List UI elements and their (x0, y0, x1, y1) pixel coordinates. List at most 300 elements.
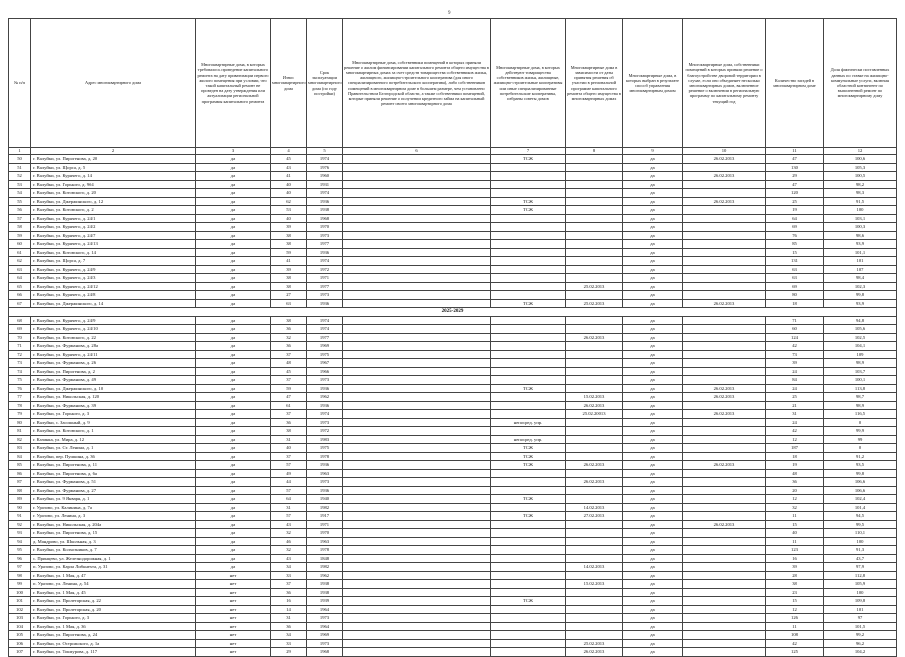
address-cell: г. Валуйки, ул. Фурманова, д. 49 (31, 376, 196, 385)
table-cell: да (623, 605, 683, 614)
table-cell: 1936 (307, 299, 343, 308)
table-cell (491, 410, 566, 419)
table-cell: нет (196, 597, 271, 606)
table-cell: 85 (9, 461, 31, 470)
table-cell: 1936 (307, 248, 343, 257)
table-cell: 38 (271, 231, 307, 240)
table-cell (683, 648, 766, 657)
table-cell: 71 (9, 342, 31, 351)
address-cell: г. Валуйки, ул. Курячего, д. 24/8 (31, 291, 196, 300)
table-cell: 1971 (307, 274, 343, 283)
table-cell (491, 546, 566, 555)
table-cell: 11 (766, 622, 824, 631)
table-row (9, 240, 897, 249)
table-cell: 21 (766, 401, 824, 410)
table-cell: 1968 (307, 214, 343, 223)
table-cell: 107 (9, 648, 31, 657)
table-cell: 72 (9, 350, 31, 359)
table-cell (343, 529, 491, 538)
address-cell: г. Валуйки, ул. Пирогенова, д. 24 (31, 631, 196, 640)
table-cell (343, 367, 491, 376)
table-cell: 51 (9, 163, 31, 172)
table-cell: 77 (9, 393, 31, 402)
table-cell (343, 648, 491, 657)
table-cell (683, 163, 766, 172)
table-cell: нет (196, 639, 271, 648)
address-cell: г. Валуйки, ул. Курячего, д. 24/7 (31, 231, 196, 240)
table-cell: 61 (9, 248, 31, 257)
table-cell: 14 (271, 605, 307, 614)
table-cell: 101 (9, 597, 31, 606)
table-cell: 99,5 (824, 520, 897, 529)
table-cell: 37 (271, 410, 307, 419)
table-cell: 1936 (307, 384, 343, 393)
table-cell: да (196, 155, 271, 164)
table-row (9, 563, 897, 572)
table-cell: 98,2 (824, 180, 897, 189)
table-cell: да (196, 282, 271, 291)
table-cell: 80 (766, 291, 824, 300)
table-cell: 40 (766, 529, 824, 538)
table-cell (683, 597, 766, 606)
table-row (9, 248, 897, 257)
table-cell: да (623, 401, 683, 410)
table-row (9, 163, 897, 172)
table-cell: 45 (271, 155, 307, 164)
table-cell: 1971 (307, 520, 343, 529)
table-cell: 38 (271, 316, 307, 325)
table-cell: 1974 (307, 257, 343, 266)
table-cell (683, 418, 766, 427)
address-cell: г. Валуйки, ул. Фурманова, д. 51 (31, 478, 196, 487)
column-number: 8 (566, 148, 623, 155)
table-cell (566, 189, 623, 198)
table-row (9, 622, 897, 631)
table-cell: 26.02.2013 (683, 410, 766, 419)
table-cell (343, 520, 491, 529)
table-cell: 91,3 (824, 546, 897, 555)
table-cell: 65 (9, 282, 31, 291)
table-cell: 73 (766, 350, 824, 359)
table-cell (683, 486, 766, 495)
table-cell: 26.02.2013 (566, 333, 623, 342)
table-cell: 84 (766, 376, 824, 385)
table-cell: 43 (271, 520, 307, 529)
table-cell: 26.02.2013 (566, 478, 623, 487)
table-cell (343, 418, 491, 427)
address-cell: г. Валуйки, ул. Курячего, д. 24/9 (31, 265, 196, 274)
table-cell: 25.02.2013 (566, 282, 623, 291)
table-cell: да (623, 503, 683, 512)
table-cell: 1974 (307, 155, 343, 164)
table-cell: да (196, 291, 271, 300)
table-cell: 80 (9, 418, 31, 427)
address-cell: г. Валуйки, ул. Горького, д. 3 (31, 614, 196, 623)
table-cell (683, 605, 766, 614)
table-cell (683, 478, 766, 487)
table-cell (566, 622, 623, 631)
table-cell (343, 580, 491, 589)
table-cell: 36 (271, 325, 307, 334)
table-cell (566, 180, 623, 189)
table-cell: 53 (9, 180, 31, 189)
table-cell: да (196, 206, 271, 215)
address-cell: г. Валуйки, ул. Фурманова, д. 27 (31, 486, 196, 495)
address-cell: г. Валуйки, ул. Никольская, д. 120 (31, 393, 196, 402)
table-cell (566, 367, 623, 376)
table-cell (343, 639, 491, 648)
table-cell: 130 (766, 163, 824, 172)
table-cell (491, 274, 566, 283)
table-cell: нет (196, 605, 271, 614)
table-cell: 63 (766, 274, 824, 283)
table-cell: ТСЖ (491, 461, 566, 470)
column-number: 9 (623, 148, 683, 155)
table-cell: 104 (9, 622, 31, 631)
table-cell: 1973 (307, 231, 343, 240)
table-cell: да (196, 248, 271, 257)
column-header: Срок эксплуатации многоквартирного дома (по году постройки) (307, 19, 343, 148)
table-cell (566, 469, 623, 478)
table-header (9, 19, 897, 155)
table-cell: 36 (766, 478, 824, 487)
table-row (9, 537, 897, 546)
address-cell: г. Валуйки, ул. Курячего, д. 24/10 (31, 325, 196, 334)
address-cell: г. Валуйки, ул. Пирогенова, д. 11 (31, 461, 196, 470)
table-cell (683, 435, 766, 444)
table-cell: 105 (9, 631, 31, 640)
table-cell: 57 (9, 214, 31, 223)
table-cell: 15 (766, 597, 824, 606)
table-row (9, 410, 897, 419)
table-cell: 1936 (307, 486, 343, 495)
table-cell: 14.02.2013 (566, 503, 623, 512)
table-cell: 99,8 (824, 291, 897, 300)
table-cell (566, 495, 623, 504)
table-row (9, 571, 897, 580)
column-number: 7 (491, 148, 566, 155)
table-cell: 29 (766, 172, 824, 181)
table-cell (683, 350, 766, 359)
table-cell: 24 (766, 367, 824, 376)
table-cell (343, 274, 491, 283)
table-cell (683, 554, 766, 563)
table-cell: 104,2 (824, 648, 897, 657)
table-cell (343, 342, 491, 351)
table-cell: 61 (271, 401, 307, 410)
table-cell: 99,9 (824, 427, 897, 436)
table-cell (491, 265, 566, 274)
table-cell: нет (196, 580, 271, 589)
table-row (9, 469, 897, 478)
address-cell: г. Валуйки, ул. Котовского, д. 22 (31, 333, 196, 342)
table-cell (343, 316, 491, 325)
table-cell (343, 571, 491, 580)
table-cell: да (196, 393, 271, 402)
table-row (9, 597, 897, 606)
table-cell (343, 359, 491, 368)
table-cell: 37 (271, 452, 307, 461)
table-cell: да (623, 316, 683, 325)
address-cell: д. Мандрово, ул. Школьная, д. 3 (31, 537, 196, 546)
table-cell: 1974 (307, 325, 343, 334)
table-cell: да (196, 520, 271, 529)
table-cell: 42 (766, 639, 824, 648)
table-cell (491, 316, 566, 325)
table-cell: 62 (9, 257, 31, 266)
table-cell (566, 316, 623, 325)
table-cell (566, 350, 623, 359)
table-cell (683, 189, 766, 198)
table-cell: 45 (271, 367, 307, 376)
table-cell: 100,5 (824, 172, 897, 181)
table-cell (566, 597, 623, 606)
table-cell: 100 (824, 206, 897, 215)
column-number: 10 (683, 148, 766, 155)
table-cell: 41 (271, 172, 307, 181)
table-cell: 1972 (307, 427, 343, 436)
table-cell (566, 257, 623, 266)
table-cell: 106,6 (824, 486, 897, 495)
table-cell: 39 (271, 223, 307, 232)
table-cell: 63 (766, 265, 824, 274)
document-page (8, 10, 896, 654)
table-cell: 93 (9, 529, 31, 538)
table-cell: да (623, 597, 683, 606)
table-cell: 98,6 (824, 231, 897, 240)
table-cell: да (196, 418, 271, 427)
table-row (9, 444, 897, 453)
table-row (9, 546, 897, 555)
table-row (9, 333, 897, 342)
table-cell (566, 274, 623, 283)
column-header: Многоквартирные дома, в которых действуют товарищества собственников жилья, жилищные, жилищно-строительные кооперативы или иные специализированные потребительские кооперативы, избраны советы домов (491, 19, 566, 148)
table-row (9, 495, 897, 504)
table-row (9, 461, 897, 470)
table-cell: да (196, 333, 271, 342)
table-cell: 47 (271, 393, 307, 402)
table-cell (343, 291, 491, 300)
column-number: 12 (824, 148, 897, 155)
table-cell (683, 376, 766, 385)
column-header: Износ многоквартирного дома (271, 19, 307, 148)
table-cell (683, 291, 766, 300)
table-cell (491, 325, 566, 334)
table-cell: 47 (766, 155, 824, 164)
table-cell: 56 (9, 206, 31, 215)
table-cell: 1936 (307, 461, 343, 470)
table-cell (566, 214, 623, 223)
table-row (9, 206, 897, 215)
table-row (9, 155, 897, 164)
table-cell: 112,8 (824, 571, 897, 580)
table-cell: 26.02.2013 (683, 384, 766, 393)
table-cell: 86 (9, 469, 31, 478)
table-row (9, 223, 897, 232)
address-cell: г. Валуйки, ул. Никольская, д. 204а (31, 520, 196, 529)
table-cell (683, 214, 766, 223)
table-cell: 32 (271, 333, 307, 342)
table-row (9, 648, 897, 657)
table-cell: да (623, 189, 683, 198)
table-cell (491, 231, 566, 240)
table-cell (491, 529, 566, 538)
address-cell: г. Уразово, ул. Калинина, д. 7а (31, 503, 196, 512)
table-cell (491, 486, 566, 495)
address-cell: г. Валуйки, ул. Пирогенова, д. 6а (31, 469, 196, 478)
table-cell: да (623, 486, 683, 495)
table-cell (343, 512, 491, 521)
table-cell (491, 588, 566, 597)
table-cell (491, 214, 566, 223)
table-cell: нет (196, 631, 271, 640)
table-cell: да (196, 478, 271, 487)
table-cell: 103,7 (824, 367, 897, 376)
column-header: Многоквартирные дома, собственники помещений в которых приняли решение о благоустройстве дворовой территории в случае, если оно объединяет несколько многоквартирных домов, включенное решение о включении в региональную программу по капитальному ремонту текущий год (683, 19, 766, 148)
table-cell: 94 (9, 537, 31, 546)
table-cell: да (623, 648, 683, 657)
table-cell: 109 (824, 350, 897, 359)
table-cell: 1973 (307, 376, 343, 385)
table-cell: да (623, 418, 683, 427)
table-cell (566, 588, 623, 597)
table-cell: 100 (9, 588, 31, 597)
table-cell (491, 163, 566, 172)
table-cell: да (196, 512, 271, 521)
table-cell (566, 155, 623, 164)
table-cell: 66 (9, 291, 31, 300)
table-cell: 1974 (307, 189, 343, 198)
table-cell: 32 (271, 546, 307, 555)
table-cell: да (623, 248, 683, 257)
table-cell: да (623, 427, 683, 436)
table-cell: 106 (9, 639, 31, 648)
table-cell (491, 427, 566, 436)
table-cell: да (623, 588, 683, 597)
table-cell: 52 (9, 172, 31, 181)
table-row (9, 580, 897, 589)
table-cell (491, 282, 566, 291)
table-cell: 99 (824, 435, 897, 444)
address-cell: г. Валуйки, ул. Котовского, д. 20 (31, 189, 196, 198)
table-cell (343, 189, 491, 198)
table-cell (491, 478, 566, 487)
table-cell: да (623, 614, 683, 623)
table-row (9, 299, 897, 308)
table-cell (566, 546, 623, 555)
table-cell: нет (196, 614, 271, 623)
table-cell: 26.02.2013 (683, 461, 766, 470)
table-cell: ТСЖ (491, 452, 566, 461)
table-cell (343, 393, 491, 402)
table-cell (343, 223, 491, 232)
table-cell: 94,8 (824, 316, 897, 325)
table-cell: 105,9 (824, 580, 897, 589)
table-cell: 1938 (307, 588, 343, 597)
table-cell: 25.02.2013 (566, 639, 623, 648)
table-cell: 1969 (307, 342, 343, 351)
table-cell (343, 265, 491, 274)
table-cell: 1962 (307, 571, 343, 580)
table-cell: да (623, 163, 683, 172)
table-cell (566, 537, 623, 546)
table-cell: да (623, 546, 683, 555)
table-cell: 98,9 (824, 359, 897, 368)
table-row (9, 214, 897, 223)
table-cell (491, 223, 566, 232)
table-cell (343, 197, 491, 206)
table-cell (343, 333, 491, 342)
table-cell (566, 240, 623, 249)
table-row (9, 486, 897, 495)
table-cell (343, 384, 491, 393)
table-cell: 23 (766, 588, 824, 597)
table-cell: 105,3 (824, 163, 897, 172)
table-cell: 32 (766, 503, 824, 512)
table-cell: 0 (824, 418, 897, 427)
section-title: 2025-2029 (9, 308, 897, 317)
table-cell: да (196, 240, 271, 249)
address-cell: г. Валуйки, ул. Токмурова, д. 117 (31, 648, 196, 657)
housing-registry-table (8, 18, 897, 657)
table-cell: 96,2 (824, 639, 897, 648)
table-cell (491, 571, 566, 580)
table-cell (343, 495, 491, 504)
address-cell: г. Валуйки, ул. Горького, д. 9б4 (31, 180, 196, 189)
table-cell: 1977 (307, 333, 343, 342)
table-cell: 43 (271, 554, 307, 563)
table-cell: да (196, 316, 271, 325)
table-cell: да (196, 401, 271, 410)
table-cell (491, 563, 566, 572)
table-cell: 33 (271, 639, 307, 648)
table-cell (683, 401, 766, 410)
table-cell (566, 248, 623, 257)
table-cell (343, 155, 491, 164)
table-cell: да (196, 452, 271, 461)
table-cell (491, 639, 566, 648)
table-cell: 40 (271, 189, 307, 198)
column-number: 6 (343, 148, 491, 155)
table-cell: 100,1 (824, 376, 897, 385)
table-cell: 59 (271, 248, 307, 257)
table-cell: да (623, 478, 683, 487)
table-cell: да (623, 350, 683, 359)
table-cell: 1938 (307, 580, 343, 589)
address-cell: г. Валуйки, ул. Фурманова, д. 28а (31, 342, 196, 351)
table-cell: 1970 (307, 223, 343, 232)
table-cell (683, 614, 766, 623)
table-cell (491, 401, 566, 410)
table-cell: 12 (766, 605, 824, 614)
address-cell: г. Валуйки, ул. Котовского, д. 1 (31, 427, 196, 436)
column-header: Доля фактически поставленных данных по ставке на жилищно-коммунальные услуги, включая областной контингент по выполненной ремонт по многоквартирному дому (824, 19, 897, 148)
table-cell: да (623, 367, 683, 376)
header-row (9, 19, 897, 148)
table-cell (566, 418, 623, 427)
table-row (9, 257, 897, 266)
address-cell: г. Валуйки, ул. Колхозников, д. 7 (31, 546, 196, 555)
table-cell (566, 520, 623, 529)
address-cell: г. Валуйки, ул. Курячего, д. 24/13 (31, 240, 196, 249)
table-cell: 1978 (307, 546, 343, 555)
table-cell (491, 248, 566, 257)
table-cell (343, 350, 491, 359)
table-cell: 1936 (307, 401, 343, 410)
table-cell: да (623, 563, 683, 572)
table-cell: 15.02.2013 (566, 393, 623, 402)
table-cell: 92 (9, 520, 31, 529)
